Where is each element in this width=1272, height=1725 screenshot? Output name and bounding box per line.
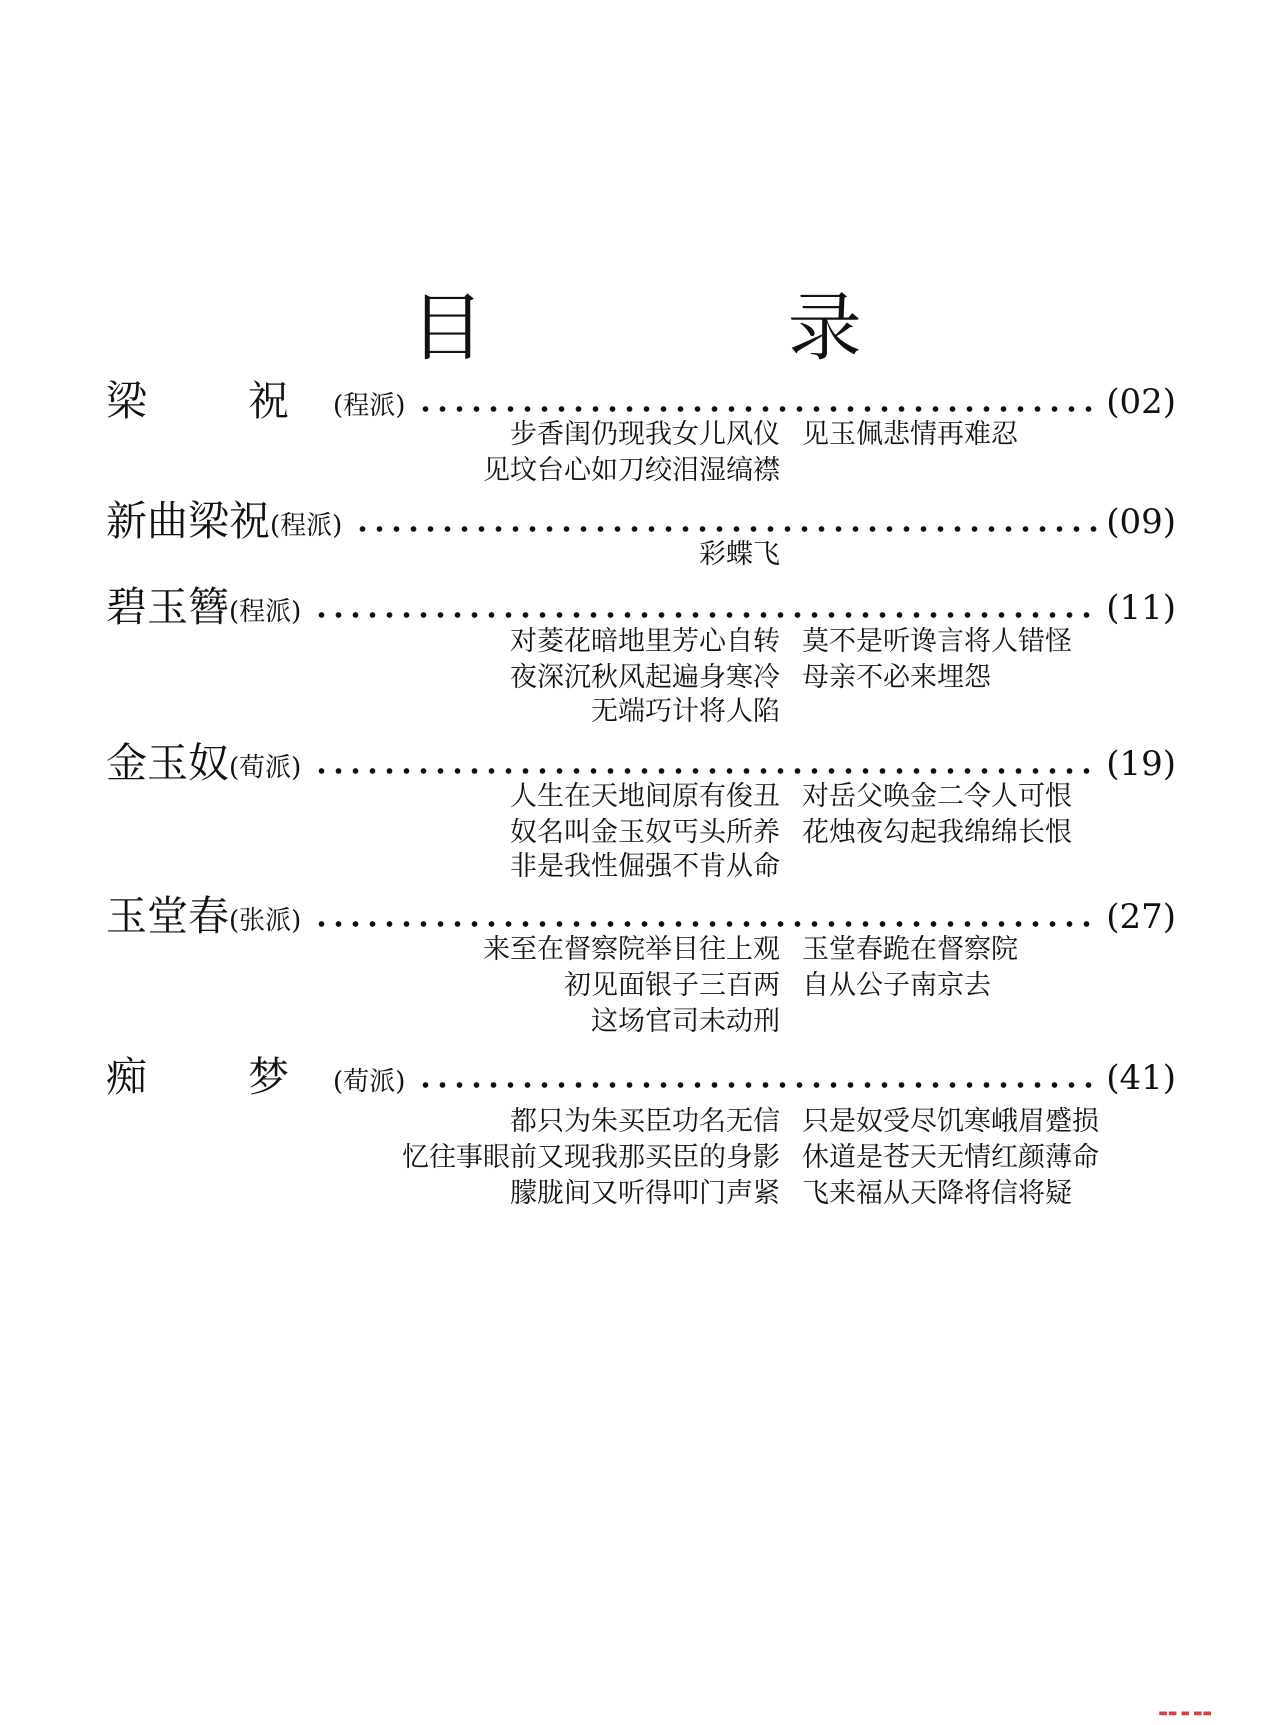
dot-leader [313, 919, 1100, 929]
aria-line [0, 453, 1272, 489]
aria-title[interactable]: 飞来福从天降将信将疑 [802, 1178, 1072, 1209]
entry-school: (张派) [229, 906, 302, 936]
aria-title[interactable]: 母亲不必来埋怨 [802, 662, 991, 693]
aria-line [0, 849, 1272, 885]
dot-leader [354, 524, 1100, 534]
entry-title: 碧玉簪 [106, 583, 229, 631]
aria-line [0, 660, 1272, 696]
entry-page-number: (41) [1106, 1058, 1176, 1098]
aria-title[interactable]: 奴名叫金玉奴丐头所养 [510, 817, 780, 848]
entry-school: (程派) [229, 597, 302, 627]
aria-title[interactable]: 初见面银子三百两 [564, 970, 780, 1001]
toc-entry-heading[interactable] [106, 1050, 1176, 1102]
entry-school: (程派) [333, 391, 406, 421]
aria-line [0, 1176, 1272, 1212]
aria-line [0, 624, 1272, 660]
aria-title[interactable]: 对菱花暗地里芳心自转 [510, 626, 780, 657]
entry-title: 玉堂春 [106, 892, 229, 940]
entry-school: (荀派) [229, 753, 302, 783]
aria-title[interactable]: 朦胧间又听得叩门声紧 [510, 1178, 780, 1209]
entry-title [106, 1052, 333, 1102]
aria-title[interactable]: 夜深沉秋风起遍身寒冷 [510, 662, 780, 693]
aria-line [0, 537, 1272, 573]
entry-page-number: (19) [1106, 744, 1176, 784]
dot-leader [313, 610, 1100, 620]
entry-page-number: (27) [1106, 897, 1176, 937]
dot-leader [417, 1080, 1100, 1090]
aria-line [0, 815, 1272, 851]
entry-school: (程派) [270, 511, 343, 541]
aria-title[interactable]: 忆往事眼前又现我那买臣的身影 [402, 1142, 780, 1173]
watermark: ▬▬ ▬ ▬▬ [1158, 1708, 1212, 1719]
entry-page-number: (11) [1106, 588, 1176, 628]
aria-title[interactable]: 人生在天地间原有俊丑 [510, 781, 780, 812]
aria-line [0, 932, 1272, 968]
aria-line [0, 968, 1272, 1004]
aria-title[interactable]: 无端巧计将人陷 [591, 696, 780, 727]
entry-title: 新曲梁祝 [106, 497, 270, 545]
entry-title: 金玉奴 [106, 739, 229, 787]
entry-title-text: 痴 梦 [106, 1053, 334, 1101]
aria-title[interactable]: 非是我性倔强不肯从命 [510, 851, 780, 882]
aria-title[interactable]: 来至在督察院举目往上观 [483, 934, 780, 965]
aria-line [0, 1104, 1272, 1140]
aria-title[interactable]: 花烛夜勾起我绵绵长恨 [802, 817, 1072, 848]
aria-title[interactable]: 莫不是听谗言将人错怪 [802, 626, 1072, 657]
aria-title[interactable]: 自从公子南京去 [802, 970, 991, 1001]
aria-title[interactable]: 步香闺仍现我女儿风仪 [510, 419, 780, 450]
aria-line [0, 779, 1272, 815]
entry-page-number: (09) [1106, 502, 1176, 542]
aria-title[interactable]: 见坟台心如刀绞泪湿缟襟 [483, 455, 780, 486]
page-title: 目 录 [410, 285, 1002, 371]
aria-title[interactable]: 只是奴受尽饥寒峨眉蹙损 [802, 1106, 1099, 1137]
aria-title[interactable]: 这场官司未动刑 [591, 1006, 780, 1037]
aria-line [0, 417, 1272, 453]
dot-leader [313, 766, 1100, 776]
aria-title[interactable]: 见玉佩悲情再难忍 [802, 419, 1018, 450]
aria-title[interactable]: 玉堂春跪在督察院 [802, 934, 1018, 965]
aria-title[interactable]: 都只为朱买臣功名无信 [510, 1106, 780, 1137]
entry-school: (荀派) [333, 1067, 406, 1097]
aria-line [0, 1004, 1272, 1040]
entry-title-text: 梁 祝 [106, 377, 334, 425]
aria-line [0, 1140, 1272, 1176]
aria-title[interactable]: 休道是苍天无情红颜薄命 [802, 1142, 1099, 1173]
entry-page-number: (02) [1106, 382, 1176, 422]
aria-title[interactable]: 对岳父唤金二令人可恨 [802, 781, 1072, 812]
aria-line [0, 694, 1272, 730]
dot-leader [417, 404, 1100, 414]
aria-title[interactable]: 彩蝶飞 [699, 539, 780, 570]
